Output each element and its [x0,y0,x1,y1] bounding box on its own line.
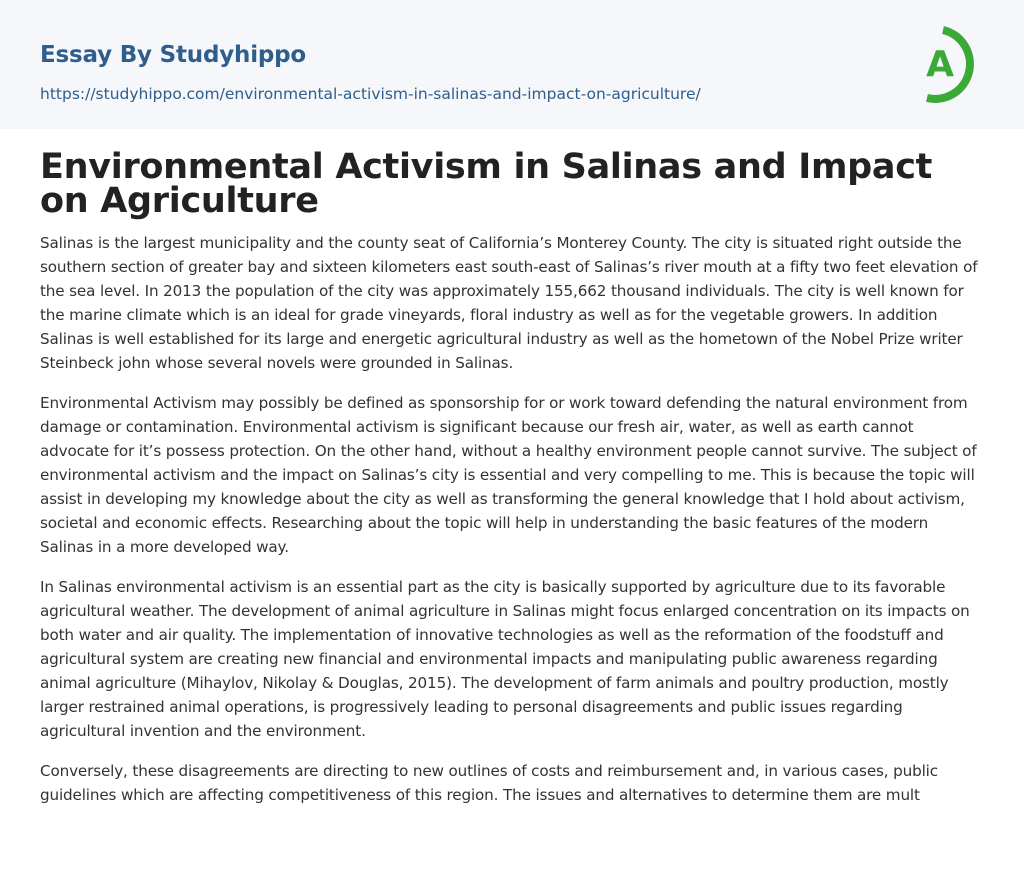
article-paragraph: Conversely, these disagreements are directing to new outlines of costs and reimbursement and, in various cases, public guidelines which are affecting competitiveness of this region. The issues and alternatives to determine them are mult [40,762,938,804]
article-title: Environmental Activism in Salinas and Impact on Agriculture [40,147,933,221]
article-paragraph: Environmental Activism may possibly be defined as sponsorship for or work toward defending the natural environment from damage or contamination. Environmental activism is significant because our fresh air, water, as well as earth cannot advocate for it’s possess protection. On the other hand, without a healthy environment people cannot survive. The subject of environmental activism and the impact on Salinas’s city is essential and very compelling to me. This is because the topic will assist in developing my knowledge about the city as well as transforming the general knowledge that I hold about activism, societal and economic effects. Researching about the topic will help in understanding the basic features of the modern Salinas in a more developed way. [40,394,977,556]
article-paragraph: In Salinas environmental activism is an essential part as the city is basically supported by agriculture due to its favorable agricultural weather. The development of animal agriculture in Salinas might focus enlarged concentration on its impacts on both water and air quality. The implementation of innovative technologies as well as the reformation of the foodstuff and agricultural system are creating new financial and environmental impacts and manipulating public awareness regarding animal agriculture (Mihaylov, Nikolay & Douglas, 2015). The development of farm animals and poultry production, mostly larger restrained animal operations, is progressively leading to personal disagreements and public issues regarding agricultural invention and the environment. [40,578,970,740]
page-url-link[interactable]: https://studyhippo.com/environmental-activism-in-salinas-and-impact-on-agriculture/ [40,85,701,103]
site-brand[interactable]: Essay By Studyhippo [40,42,307,68]
site-header [0,0,1024,129]
article-paragraph: Salinas is the largest municipality and the county seat of California’s Monterey County. The city is situated right outside the southern section of greater bay and sixteen kilometers east south-east of Salinas’s river mouth at a fifty two feet elevation of the sea level. In 2013 the population of the city was approximately 155,662 thousand individuals. The city is well known for the marine climate which is an ideal for grade vineyards, floral industry as well as for the vegetable growers. In addition Salinas is well established for its large and energetic agricultural industry as well as the hometown of the Nobel Prize writer Steinbeck john whose several novels were grounded in Salinas. [40,234,978,372]
studyhippo-logo-icon[interactable] [913,19,985,105]
logo-letter: A [926,44,954,85]
article-body [40,231,985,807]
article [40,147,985,823]
